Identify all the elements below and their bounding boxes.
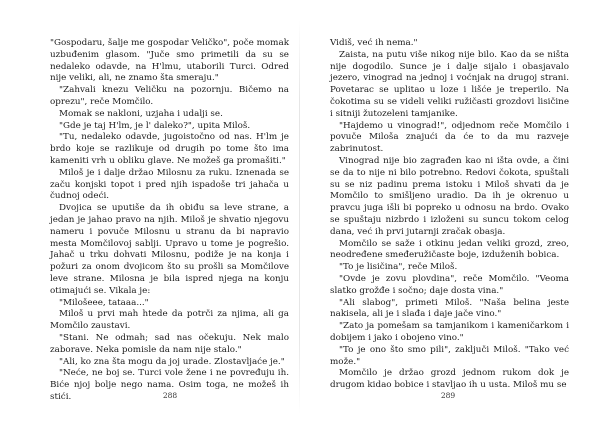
right-page [330, 38, 569, 392]
paragraph: "Stani. Ne odmah; sad nas očekuju. Nek malo zaborave. Neka pomisle da nam nije stalo." [50, 332, 289, 355]
paragraph: "Ovde je zovu plovdina", reče Momčilo. "Veoma slatko grožđe i sočno; daje dosta vina." [330, 273, 569, 296]
paragraph: Momčilo je držao grozd jednom rukom dok je drugom kidao bobice i stavljao ih u usta. Miloš mu se [330, 368, 569, 391]
paragraph: "Zato ja pomešam sa tamjanikom i kameničarkom i dobijem i jako i obojeno vino." [330, 321, 569, 343]
paragraph: Zaista, na putu više nikog nije bilo. Kao da se ništa nije dogodilo. Sunce je i dalje sijalo i obasjavalo jezero, vinograd na jednoj i voćnjak na drugoj strani. Povetarac se uplitao u loze i lišće je treperilo. Na čokotima su se videli veliki ružičasti grozdovi lisičine i sitniji žutozeleni tamjanike. [330, 49, 569, 119]
paragraph: Vidiš, već ih nema." [330, 38, 418, 48]
paragraph: "To je ono što smo pili", zaključi Miloš. "Tako već može." [330, 344, 569, 367]
book-gutter [299, 20, 300, 415]
paragraph: Miloš je i dalje držao Milosnu za ruku. Iznenada se začu konjski topot i pred njih ispadoše tri jahača u čudnoj odeći. [50, 167, 289, 202]
paragraph: "Tu, nedaleko odavde, jugoistočno od nas. H'lm je brdo koje se razlikuje od drugih po tome što ima kameniti vrh u obliku glave. Ne možeš ga promašiti." [50, 132, 289, 166]
paragraph: "Milošeee, tataaa..." [59, 297, 149, 308]
paragraph: Momčilo se saže i otkinu jedan veliki grozd, zreo, neodređene smeđeružičaste boje, izduženih bobica. [330, 238, 569, 261]
paragraph: "Gospodaru, šalje me gospodar Veličko", poče momak uzbuđenim glasom. "Juče smo primetili da su se nedaleko odavde, na H'lmu, utaborili Turci. Odred nije veliki, ali, ne znamo šta smeraju." [50, 38, 289, 84]
left-page [50, 38, 289, 404]
paragraph: "Gde je taj H'lm, je l' daleko?", upita Miloš. [59, 120, 251, 131]
paragraph: Dvojica se uputiše da ih obiđu sa leve strane, a jedan je jahao pravo na njih. Miloš je shvatio njegovu nameru i povuče Milosnu u stranu da bi napravio mesta Momčilovoj sablji. Upravo u tome je pogrešio. Jahač u trku dohvati Milosnu, podiže je na konja i požuri za onom dvojicom što su prošli sa Momčilove leve strane. Milosna je bila ispred njega na konju otimajući se. Vikala je: [50, 203, 289, 296]
page-number-left: 288 [162, 391, 178, 400]
paragraph: "Ali, ko zna šta mogu da joj urade. Zlostavljaće je." [59, 356, 285, 367]
paragraph: Vinograd nije bio zagrađen kao ni išta ovde, a čini se da to nije ni bilo potrebno. Redovi čokota, spuštali su se niz padinu prema istoku i Miloš shvati da je Momčilo to smišljeno uradio. Da ih je okrenuo u pravcu juga išli bi popreko u odnosu na brdo. Ovako se spuštaju nizbrdo i izloženi su suncu tokom celog dana, već ih prvi jutarnji zračak obasja. [330, 155, 569, 237]
paragraph: "Ali slabog", primeti Miloš. "Naša belina jeste nakisela, ali je i slađa i daje jače vino." [330, 297, 569, 320]
paragraph: Momak se nakloni, uzjaha i udalji se. [59, 108, 223, 119]
paragraph: "Neće, ne boj se. Turci vole žene i ne povređuju ih. Biće njoj bolje nego nama. Osim toga, ne možeš ih stići. [50, 368, 289, 402]
paragraph: "Zahvali knezu Veličku na pozornju. Bičemo na oprezu", reče Momčilo. [50, 85, 289, 107]
page-number-right: 289 [440, 391, 456, 400]
paragraph: "To je lisičina", reče Miloš. [339, 262, 458, 273]
paragraph: Miloš u prvi mah htede da potrči za njima, ali ga Momčilo zaustavi. [50, 309, 289, 332]
paragraph: "Hajdemo u vinograd!", odjednom reče Momčilo i povuče Miloša znajući da će to da mu razveje zabrinutost. [330, 120, 569, 155]
